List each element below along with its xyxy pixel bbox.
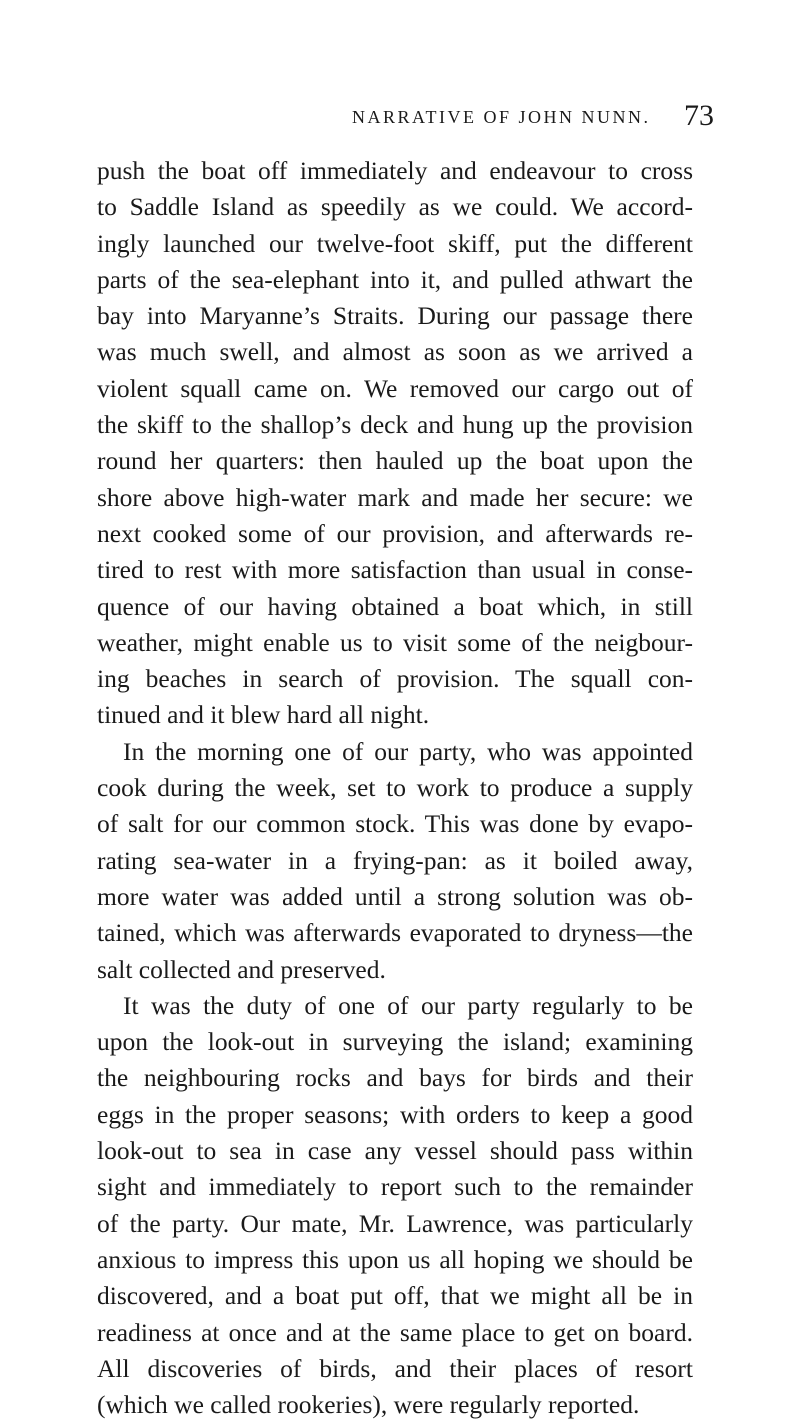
text-line: (which we called rookeries), were regularly reported. [97,1390,640,1420]
text-line: ingly launched our twelve-foot skiff, put the different [97,228,693,258]
text-line: eggs in the proper seasons; with orders to keep a good [97,1099,693,1129]
text-line: of the party. Our mate, Mr. Lawrence, was particularly [97,1208,693,1238]
text-line: violent squall came on. We removed our cargo out of [97,373,693,403]
text-line: weather, might enable us to visit some of the neigbour- [97,627,693,657]
text-line: bay into Maryanne’s Straits. During our passage there [97,301,693,331]
text-line: the neighbouring rocks and bays for birds and their [97,1063,693,1093]
text-line: In the morning one of our party, who was appointed [123,736,693,766]
text-line: cook during the week, set to work to produce a supply [97,773,693,803]
text-line: tinued and it blew hard all night. [97,700,430,730]
text-line: ing beaches in search of provision. The squall con- [97,664,693,694]
text-line: anxious to impress this upon us all hoping we should be [97,1244,693,1274]
text-line: of salt for our common stock. This was done by evapo- [97,809,693,839]
text-line: the skiff to the shallop’s deck and hung up the provision [97,410,693,440]
text-line: was much swell, and almost as soon as we arrived a [97,337,693,367]
text-line: discovered, and a boat put off, that we might all be in [97,1281,693,1311]
page-number: 73 [684,99,714,132]
text-line: push the boat off immediately and endeavour to cross [97,156,693,185]
text-line: It was the duty of one of our party regularly to be [123,990,693,1020]
text-line: parts of the sea-elephant into it, and pulled athwart the [97,264,693,294]
paragraph [97,734,693,988]
paragraph [97,988,693,1423]
text-line: readiness at once and at the same place to get on board. [97,1317,693,1347]
text-line: rating sea-water in a frying-pan: as it boiled away, [97,845,693,875]
text-line: shore above high-water mark and made her secure: we [97,482,693,512]
text-line: tired to rest with more satisfaction than usual in conse- [97,555,693,585]
text-line: round her quarters: then hauled up the boat upon the [97,446,693,476]
paragraph [97,153,693,734]
running-title: NARRATIVE OF JOHN NUNN. [352,107,651,127]
text-line: quence of our having obtained a boat which, in still [97,591,693,621]
text-line: All discoveries of birds, and their places of resort [97,1353,693,1383]
text-line: to Saddle Island as speedily as we could. We accord- [97,192,693,222]
running-header [0,99,800,135]
text-line: look-out to sea in case any vessel should pass within [97,1136,693,1166]
text-line: upon the look-out in surveying the island; examining [97,1027,693,1057]
text-line: more water was added until a strong solution was ob- [97,881,693,911]
text-line: salt collected and preserved. [97,954,386,984]
body-text [97,153,693,1423]
text-line: tained, which was afterwards evaporated to dryness—the [97,918,693,948]
text-line: sight and immediately to report such to the remainder [97,1172,693,1202]
text-line: next cooked some of our provision, and afterwards re- [97,518,693,548]
